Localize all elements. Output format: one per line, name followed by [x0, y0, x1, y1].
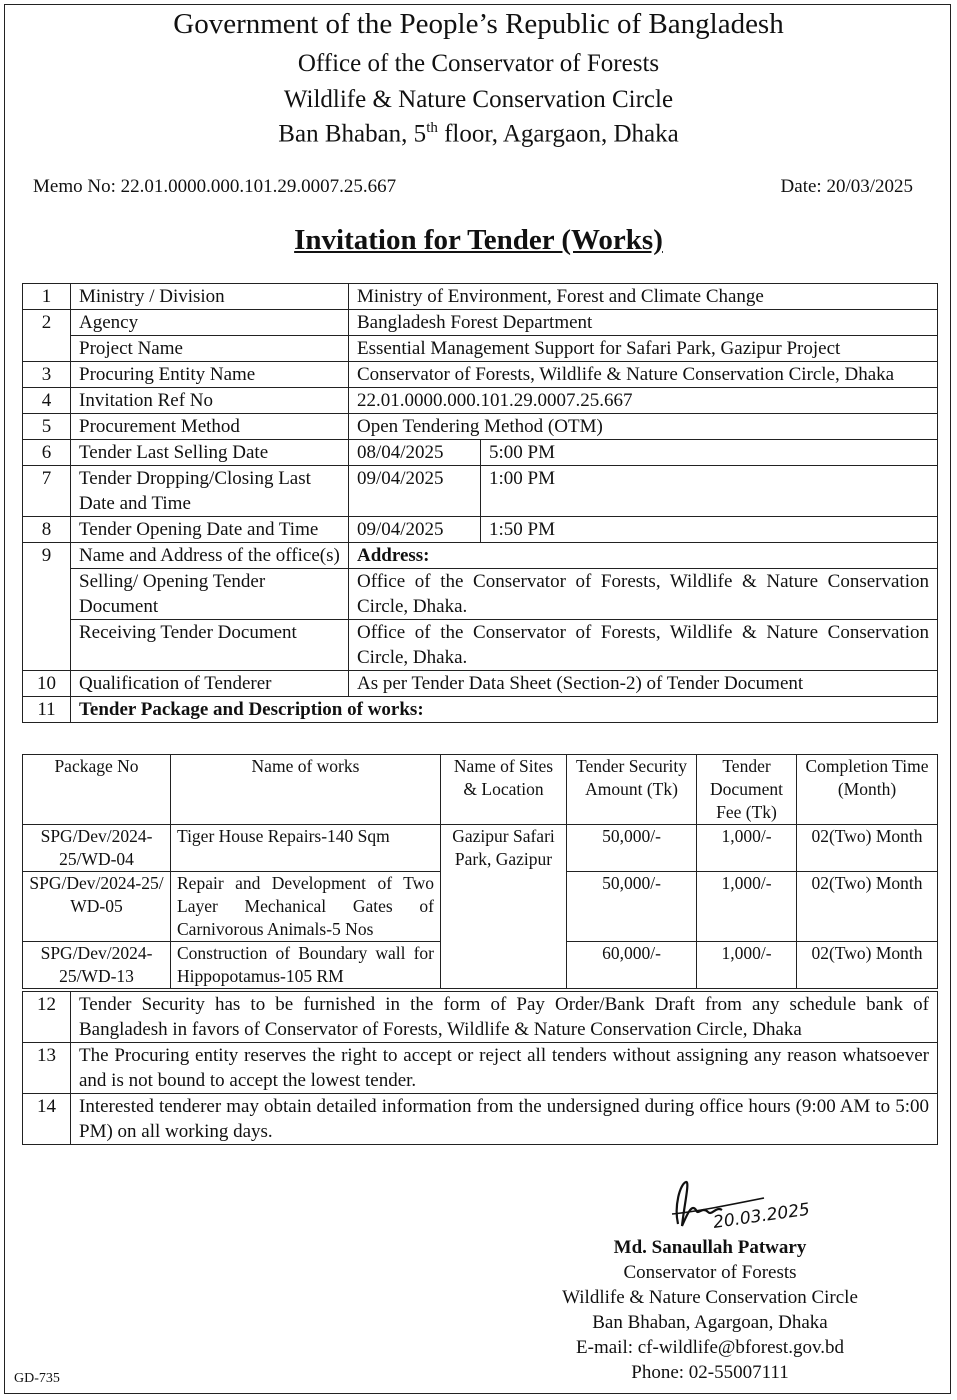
- note-text: The Procuring entity reserves the right to accept or reject all tenders without assigning any reason whatsoever and is not bound to accept the lowest tender.: [71, 1043, 938, 1094]
- tender-info-table: [22, 283, 938, 723]
- table-row: [23, 517, 938, 543]
- signatory-email: E-mail: cf-wildlife@bforest.gov.bd: [576, 1337, 844, 1358]
- row-label: Ministry / Division: [71, 284, 349, 310]
- row-value: As per Tender Data Sheet (Section-2) of Tender Document: [349, 671, 938, 697]
- note-text: Interested tenderer may obtain detailed information from the undersigned during office hours (9:00 AM to 5:00 PM) on all working days.: [71, 1094, 938, 1145]
- header-address-sup: th: [426, 120, 438, 136]
- row-value: Office of the Conservator of Forests, Wildlife & Nature Conservation Circle, Dhaka.: [349, 569, 938, 620]
- row-label: Tender Opening Date and Time: [71, 517, 349, 543]
- signatory-circle: Wildlife & Nature Conservation Circle: [562, 1287, 858, 1308]
- package-site: Gazipur Safari Park, Gazipur: [441, 825, 567, 989]
- row-number: 4: [23, 388, 71, 414]
- row-number: 3: [23, 362, 71, 388]
- table-row: [23, 414, 938, 440]
- row-date-time: [349, 517, 938, 543]
- package-no: SPG/Dev/2024-25/WD-04: [23, 825, 171, 872]
- signature-date: 20.03.2025: [711, 1199, 812, 1233]
- header-address: [0, 120, 957, 148]
- row-label: Qualification of Tenderer: [71, 671, 349, 697]
- header-security: Tender Security Amount (Tk): [567, 755, 697, 825]
- memo-number: Memo No: 22.01.0000.000.101.29.0007.25.667: [33, 176, 397, 197]
- header-government: Government of the People’s Republic of Bangladesh: [173, 8, 784, 40]
- package-name: Construction of Boundary wall for Hippopotamus-105 RM: [171, 942, 441, 989]
- package-no: SPG/Dev/2024-25/ WD-05: [23, 872, 171, 942]
- package-name: Tiger House Repairs-140 Sqm: [171, 825, 441, 872]
- note-row: [23, 992, 938, 1043]
- package-row: [23, 825, 938, 872]
- header-package-no: Package No: [23, 755, 171, 825]
- table-row: [23, 284, 938, 310]
- package-fee: 1,000/-: [697, 825, 797, 872]
- row-label: Receiving Tender Document: [71, 620, 349, 671]
- table-row: [23, 671, 938, 697]
- notice-title: [0, 224, 957, 257]
- row-number: 7: [23, 466, 71, 517]
- package-fee: 1,000/-: [697, 942, 797, 989]
- notes-table: [22, 991, 938, 1145]
- row-label: Selling/ Opening Tender Document: [71, 569, 349, 620]
- row-date-time: [349, 440, 938, 466]
- row-label: Procurement Method: [71, 414, 349, 440]
- row-date: 09/04/2025: [349, 517, 481, 542]
- row-number-empty: [23, 620, 71, 671]
- row-number-empty: [23, 569, 71, 620]
- note-number: 13: [23, 1043, 71, 1094]
- row-number-empty: [23, 336, 71, 362]
- signatory-phone: Phone: 02-55007111: [631, 1362, 789, 1383]
- package-header-row: [23, 755, 938, 825]
- note-number: 12: [23, 992, 71, 1043]
- package-no: SPG/Dev/2024-25/WD-13: [23, 942, 171, 989]
- row-date: 09/04/2025: [349, 466, 481, 516]
- table-row: [23, 310, 938, 336]
- package-completion: 02(Two) Month: [797, 872, 938, 942]
- table-row: [23, 697, 938, 723]
- package-name: Repair and Development of Two Layer Mechanical Gates of Carnivorous Animals-5 Nos: [171, 872, 441, 942]
- row-number: 9: [23, 543, 71, 569]
- note-row: [23, 1094, 938, 1145]
- row-value: Address:: [349, 543, 938, 569]
- row-value: Conservator of Forests, Wildlife & Nature Conservation Circle, Dhaka: [349, 362, 938, 388]
- row-value: 22.01.0000.000.101.29.0007.25.667: [349, 388, 938, 414]
- row-value: Open Tendering Method (OTM): [349, 414, 938, 440]
- row-label: Procuring Entity Name: [71, 362, 349, 388]
- package-completion: 02(Two) Month: [797, 942, 938, 989]
- package-fee: 1,000/-: [697, 872, 797, 942]
- handwritten-signature: [664, 1176, 824, 1238]
- header-completion: Completion Time (Month): [797, 755, 938, 825]
- row-time: 1:00 PM: [489, 468, 555, 489]
- package-table: [22, 754, 938, 989]
- header-name-of-works: Name of works: [171, 755, 441, 825]
- table-row: [23, 569, 938, 620]
- row-value: Essential Management Support for Safari Park, Gazipur Project: [349, 336, 938, 362]
- note-number: 14: [23, 1094, 71, 1145]
- row-label: Tender Package and Description of works:: [71, 697, 938, 723]
- table-row: [23, 543, 938, 569]
- row-number: 2: [23, 310, 71, 336]
- row-number: 10: [23, 671, 71, 697]
- row-label: Name and Address of the office(s): [71, 543, 349, 569]
- header-address-prefix: Ban Bhaban, 5: [278, 120, 427, 148]
- row-date: 08/04/2025: [349, 440, 481, 465]
- table-row: [23, 336, 938, 362]
- row-time: 1:50 PM: [489, 519, 555, 540]
- package-security: 50,000/-: [567, 872, 697, 942]
- table-row: [23, 362, 938, 388]
- row-label: Project Name: [71, 336, 349, 362]
- signatory-name: Md. Sanaullah Patwary: [613, 1237, 807, 1258]
- row-number: 8: [23, 517, 71, 543]
- row-time: 5:00 PM: [489, 442, 555, 463]
- table-row: [23, 440, 938, 466]
- note-text: Tender Security has to be furnished in the form of Pay Order/Bank Draft from any schedule bank of Bangladesh in favors of Conservator of Forests, Wildlife & Nature Conservation Circle, Dhaka: [71, 992, 938, 1043]
- header-sites: Name of Sites & Location: [441, 755, 567, 825]
- row-label: Invitation Ref No: [71, 388, 349, 414]
- header-office: Office of the Conservator of Forests: [297, 50, 660, 77]
- header-address-suffix: floor, Agargaon, Dhaka: [437, 120, 679, 148]
- row-number: 11: [23, 697, 71, 723]
- table-row: [23, 466, 938, 517]
- row-label: Tender Last Selling Date: [71, 440, 349, 466]
- row-label: Agency: [71, 310, 349, 336]
- row-value: Office of the Conservator of Forests, Wildlife & Nature Conservation Circle, Dhaka.: [349, 620, 938, 671]
- table-row: [23, 388, 938, 414]
- row-number: 1: [23, 284, 71, 310]
- row-number: 6: [23, 440, 71, 466]
- row-value: Bangladesh Forest Department: [349, 310, 938, 336]
- signatory-designation: Conservator of Forests: [623, 1262, 797, 1283]
- note-row: [23, 1043, 938, 1094]
- header-fee: Tender Document Fee (Tk): [697, 755, 797, 825]
- notice-title-text: Invitation for Tender (Works): [294, 224, 663, 256]
- package-completion: 02(Two) Month: [797, 825, 938, 872]
- row-value: Ministry of Environment, Forest and Climate Change: [349, 284, 938, 310]
- header-circle: Wildlife & Nature Conservation Circle: [283, 86, 674, 113]
- row-date-time: [349, 466, 938, 517]
- package-security: 60,000/-: [567, 942, 697, 989]
- row-label: Tender Dropping/Closing Last Date and Time: [71, 466, 349, 517]
- row-number: 5: [23, 414, 71, 440]
- memo-date: Date: 20/03/2025: [780, 176, 913, 197]
- table-row: [23, 620, 938, 671]
- footer-code: GD-735: [14, 1371, 60, 1386]
- package-security: 50,000/-: [567, 825, 697, 872]
- signatory-address: Ban Bhaban, Agargoan, Dhaka: [592, 1312, 828, 1333]
